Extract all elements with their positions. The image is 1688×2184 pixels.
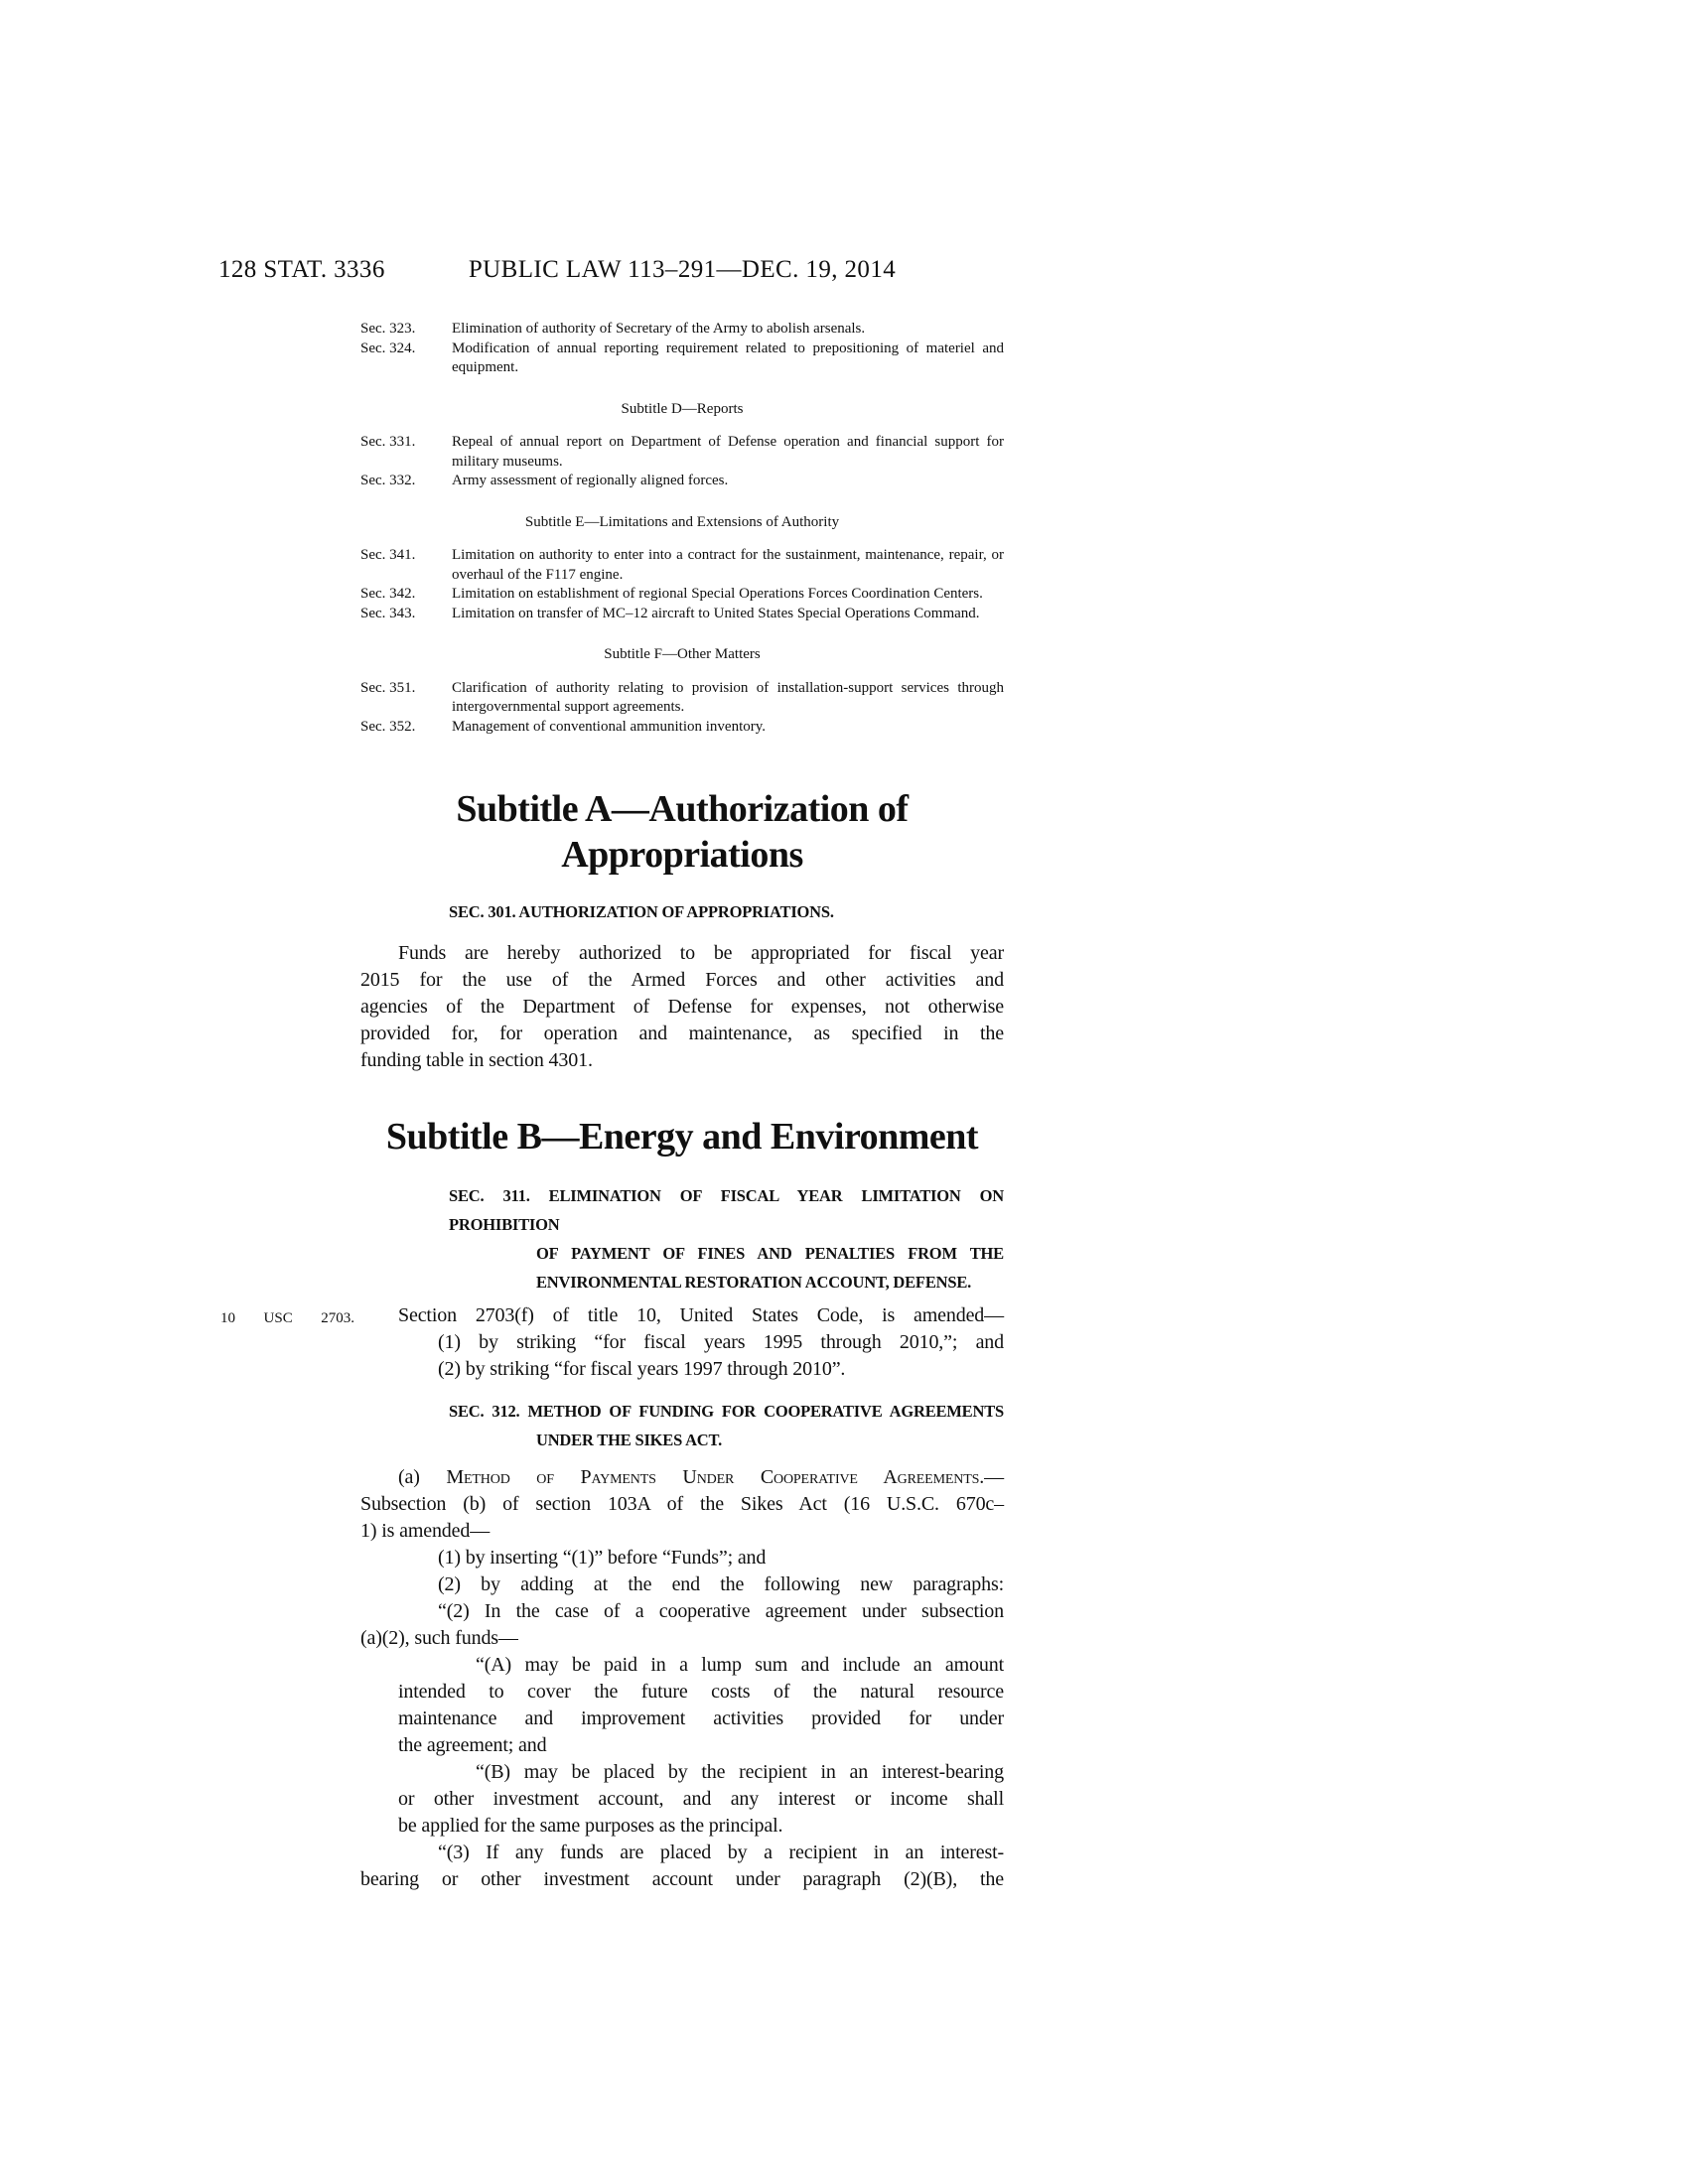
content-column (220, 320, 1004, 1893)
clause-a-smallcaps: Method of Payments Under Cooperative Agreements (446, 1466, 980, 1488)
sec-311-body (220, 1302, 1004, 1383)
toc-entry-text: Modification of annual reporting requirement related to prepositioning of materiel and equipment. (452, 340, 1004, 375)
sec-301-heading-line: SEC. 301. AUTHORIZATION OF APPROPRIATIONS. (449, 902, 834, 921)
sec-311-heading-line: ENVIRONMENTAL RESTORATION ACCOUNT, DEFENSE. (536, 1273, 972, 1292)
subtitle-a-heading (360, 786, 1004, 878)
clause-a-prefix: (a) (398, 1466, 447, 1488)
toc-subtitle-d-heading: Subtitle D—Reports (621, 400, 744, 417)
table-of-contents (360, 320, 1004, 737)
sec-311-heading-line: SEC. 311. ELIMINATION OF FISCAL YEAR LIMITATION ON PROHIBITION (449, 1186, 1004, 1234)
body-line: “(B) may be placed by the recipient in an interest-bearing (476, 1761, 1004, 1783)
toc-entry (360, 340, 1004, 378)
body-line-text: Section 2703(f) of title 10, United States Code, is amended— (398, 1304, 1004, 1326)
toc-entry-text: Limitation on transfer of MC–12 aircraft to United States Special Operations Command. (452, 605, 980, 621)
toc-entry (360, 679, 1004, 718)
toc-entry-text: Repeal of annual report on Department of Defense operation and financial support for military museums. (452, 434, 1004, 470)
body-line: “(2) In the case of a cooperative agreement under subsection (438, 1600, 1004, 1622)
body-line: intended to cover the future costs of the natural resource (398, 1681, 1004, 1703)
body-line: Funds are hereby authorized to be appropriated for fiscal year (398, 942, 1004, 964)
toc-entry-number: Sec. 323. (360, 321, 416, 337)
subtitle-b-heading (360, 1114, 1004, 1160)
toc-entry-number: Sec. 351. (360, 679, 416, 696)
toc-entry (360, 433, 1004, 472)
law-running-header: PUBLIC LAW 113–291—DEC. 19, 2014 (468, 256, 897, 283)
toc-entry-text: Management of conventional ammunition inventory. (452, 718, 767, 735)
body-line: (1) by inserting “(1)” before “Funds”; and (438, 1547, 767, 1569)
body-line: bearing or other investment account under paragraph (2)(B), the (360, 1868, 1004, 1890)
sec-311-heading (360, 1181, 1004, 1297)
sec-312-body (360, 1464, 1004, 1893)
sec-312-heading (360, 1397, 1004, 1454)
toc-entry-number: Sec. 343. (360, 605, 416, 621)
toc-entry-text: Clarification of authority relating to provision of installation-support services through intergovernmental support agreements. (452, 679, 1004, 715)
toc-entry-number: Sec. 331. (360, 434, 416, 450)
body-line: (2) by striking “for fiscal years 1997 through 2010”. (438, 1358, 846, 1380)
us-code-margin-note: 10 USC 2703. (220, 1310, 354, 1326)
body-line: 1) is amended— (360, 1520, 491, 1542)
body-line: be applied for the same purposes as the principal. (398, 1815, 783, 1837)
toc-entry (360, 320, 1004, 340)
sec-312-heading-line: SEC. 312. METHOD OF FUNDING FOR COOPERATIVE AGREEMENTS (449, 1402, 1004, 1421)
toc-entry (360, 718, 1004, 738)
sec-301-heading (360, 897, 1004, 926)
body-line: “(A) may be paid in a lump sum and include an amount (476, 1654, 1004, 1676)
toc-entry (360, 546, 1004, 585)
subtitle-b-line1: Subtitle B—Energy and Environment (385, 1116, 979, 1158)
stat-page-number: 128 STAT. 3336 (218, 256, 385, 283)
toc-entry-number: Sec. 341. (360, 547, 416, 563)
body-line: (1) by striking “for fiscal years 1995 through 2010,”; and (438, 1331, 1004, 1353)
body-line: 2015 for the use of the Armed Forces and other activities and (360, 969, 1004, 991)
body-line: the agreement; and (398, 1734, 547, 1756)
body-line: or other investment account, and any interest or income shall (398, 1788, 1004, 1810)
subtitle-a-line2: Appropriations (561, 834, 803, 876)
toc-subtitle-f-heading: Subtitle F—Other Matters (604, 646, 761, 662)
body-line: “(3) If any funds are placed by a recipient in an interest- (438, 1842, 1004, 1863)
toc-entry-number: Sec. 352. (360, 718, 416, 735)
body-line: Subsection (b) of section 103A of the Sikes Act (16 U.S.C. 670c– (360, 1493, 1004, 1515)
toc-entry-number: Sec. 332. (360, 473, 416, 488)
body-line: funding table in section 4301. (360, 1049, 593, 1071)
toc-entry (360, 585, 1004, 605)
sec-312-heading-line: UNDER THE SIKES ACT. (536, 1431, 723, 1449)
toc-entry-text: Limitation on authority to enter into a contract for the sustainment, maintenance, repair, or overhaul of the F117 engine. (452, 547, 1004, 583)
body-line: (2) by adding at the end the following new paragraphs: (438, 1573, 1004, 1595)
body-line: maintenance and improvement activities provided for under (398, 1707, 1004, 1729)
subtitle-a-line1: Subtitle A—Authorization of (456, 788, 909, 830)
toc-entry-number: Sec. 324. (360, 340, 416, 356)
toc-entry-number: Sec. 342. (360, 586, 416, 602)
body-line: (a)(2), such funds— (360, 1627, 518, 1649)
toc-entry-text: Elimination of authority of Secretary of the Army to abolish arsenals. (452, 321, 866, 337)
body-line: provided for, for operation and maintenance, as specified in the (360, 1023, 1004, 1044)
toc-subtitle-e-heading: Subtitle E—Limitations and Extensions of Authority (524, 513, 840, 530)
toc-entry (360, 472, 1004, 491)
sec-301-paragraph (360, 940, 1004, 1074)
body-line (220, 1302, 1004, 1329)
toc-entry (360, 605, 1004, 624)
toc-entry-text: Army assessment of regionally aligned forces. (452, 473, 729, 488)
clause-a-suffix: .— (979, 1466, 1004, 1488)
toc-entry-text: Limitation on establishment of regional Special Operations Forces Coordination Centers. (452, 586, 983, 602)
sec-311-heading-line: OF PAYMENT OF FINES AND PENALTIES FROM THE (536, 1244, 1004, 1263)
body-line: agencies of the Department of Defense for expenses, not otherwise (360, 996, 1004, 1018)
body-line (360, 1464, 1004, 1491)
